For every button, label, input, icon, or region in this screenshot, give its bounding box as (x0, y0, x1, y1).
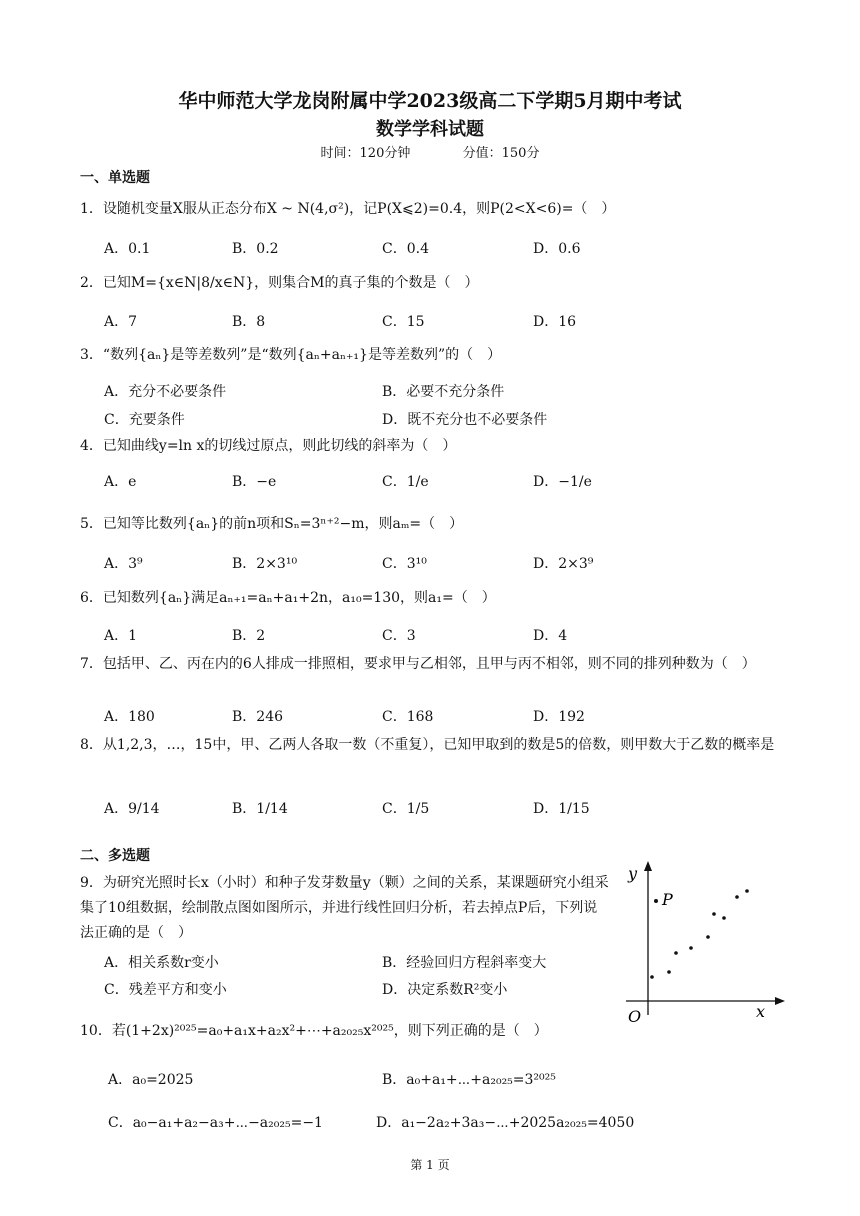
question-8-option-b: B．1/14 (232, 801, 288, 817)
section-heading-single: 一、单选题 (80, 170, 150, 186)
question-4-stem: 4．已知曲线y=ln x的切线过原点，则此切线的斜率为（ ） (80, 438, 457, 454)
data-point (745, 889, 749, 893)
exam-score: 分值：150分 (462, 146, 540, 161)
question-6-stem: 6．已知数列{aₙ}满足aₙ₊₁=aₙ+a₁+2n，a₁₀=130，则a₁=（ ） (80, 590, 496, 606)
question-4-option-c: C．1/e (382, 474, 429, 490)
question-1-option-b: B．0.2 (232, 241, 279, 257)
question-4-option-a: A．e (104, 474, 137, 490)
data-point (650, 975, 654, 979)
data-point (674, 951, 678, 955)
x-axis-arrow (775, 997, 785, 1005)
data-point (667, 970, 671, 974)
question-4-option-b: B．−e (232, 474, 277, 490)
question-2-option-b: B．8 (232, 314, 266, 330)
data-point (712, 912, 716, 916)
question-3-stem: 3．“数列{aₙ}是等差数列”是“数列{aₙ+aₙ₊₁}是等差数列”的（ ） (80, 347, 502, 363)
question-9-option-a: A．相关系数r变小 (104, 955, 219, 971)
question-6-option-b: B．2 (232, 628, 266, 644)
origin-label: O (628, 1007, 642, 1025)
question-1-option-a: A．0.1 (104, 241, 151, 257)
question-9-option-d: D．决定系数R²变小 (382, 982, 508, 998)
question-8-stem: 8．从1,2,3，…，15中，甲、乙两人各取一数（不重复），已知甲取到的数是5的倍数，则甲数大于乙数的概率是 (80, 737, 775, 753)
question-6-option-d: D．4 (533, 628, 568, 644)
question-5-option-c: C．3¹⁰ (382, 556, 427, 572)
question-10-option-d: D．a₁−2a₂+3a₃−⋯+2025a₂₀₂₅=4050 (376, 1115, 635, 1131)
question-2-option-c: C．15 (382, 314, 425, 330)
page-number: 第 1 页 (410, 1158, 450, 1172)
question-5-option-b: B．2×3¹⁰ (232, 556, 298, 572)
question-8-option-c: C．1/5 (382, 801, 430, 817)
data-point (689, 946, 693, 950)
scatter-plot-figure (620, 855, 790, 1025)
data-point (735, 895, 739, 899)
question-3-option-b: B．必要不充分条件 (382, 384, 505, 400)
y-axis-arrow (644, 861, 652, 871)
question-5-option-a: A．3⁹ (104, 556, 143, 572)
question-2-option-d: D．16 (533, 314, 577, 330)
exam-subtitle: 数学学科试题 (376, 119, 484, 140)
question-10-option-c: C．a₀−a₁+a₂−a₃+⋯−a₂₀₂₅=−1 (108, 1115, 323, 1131)
question-1-option-c: C．0.4 (382, 241, 429, 257)
data-point (706, 935, 710, 939)
question-7-option-a: A．180 (104, 709, 155, 725)
question-6-option-a: A．1 (104, 628, 138, 644)
question-8-option-a: A．9/14 (104, 801, 160, 817)
question-3-option-c: C．充要条件 (104, 412, 185, 428)
question-9-stem: 9．为研究光照时长x（小时）和种子发芽数量y（颗）之间的关系，某课题研究小组采集了10组数据，绘制散点图如图所示，并进行线性回归分析，若去掉点P后，下列说法正确的是（ ） (80, 875, 609, 941)
point-p-label: P (662, 890, 673, 909)
x-axis-label: x (756, 1002, 766, 1021)
question-6-option-c: C．3 (382, 628, 416, 644)
question-7-stem: 7．包括甲、乙、丙在内的6人排成一排照相，要求甲与乙相邻，且甲与丙不相邻，则不同的排列种数为（ ） (80, 656, 756, 672)
exam-meta (0, 142, 860, 161)
question-2-option-a: A．7 (104, 314, 138, 330)
question-4-option-d: D．−1/e (533, 474, 592, 490)
y-axis-label: y (628, 864, 638, 883)
question-10-option-a: A．a₀=2025 (108, 1072, 194, 1088)
question-7-option-b: B．246 (232, 709, 284, 725)
question-10-stem: 10．若(1+2x)²⁰²⁵=a₀+a₁x+a₂x²+⋯+a₂₀₂₅x²⁰²⁵，则下列正确的是（ ） (80, 1023, 548, 1039)
section-heading-multiple: 二、多选题 (80, 848, 150, 864)
question-5-option-d: D．2×3⁹ (533, 556, 594, 572)
question-1-stem: 1．设随机变量X服从正态分布X ~ N(4,σ²)，记P(X⩽2)=0.4，则P(2<X<6)=（ ） (80, 201, 616, 217)
question-1-option-d: D．0.6 (533, 241, 581, 257)
exam-title: 华中师范大学龙岗附属中学2023级高二下学期5月期中考试 (178, 90, 682, 112)
data-point (722, 916, 726, 920)
question-10-option-b: B．a₀+a₁+⋯+a₂₀₂₅=3²⁰²⁵ (382, 1072, 556, 1088)
question-8-option-d: D．1/15 (533, 801, 590, 817)
question-9-option-b: B．经验回归方程斜率变大 (382, 955, 547, 971)
question-3-option-d: D．既不充分也不必要条件 (382, 412, 548, 428)
question-5-stem: 5．已知等比数列{aₙ}的前n项和Sₙ=3ⁿ⁺²−m，则aₘ=（ ） (80, 516, 464, 532)
exam-time: 时间：120分钟 (320, 146, 411, 161)
question-7-option-c: C．168 (382, 709, 434, 725)
question-3-option-a: A．充分不必要条件 (104, 384, 227, 400)
question-2-stem: 2．已知M={x∈N|8/x∈N}，则集合M的真子集的个数是（ ） (80, 275, 479, 291)
question-9-option-c: C．残差平方和变小 (104, 982, 227, 998)
question-7-option-d: D．192 (533, 709, 585, 725)
data-point-p (654, 899, 658, 903)
